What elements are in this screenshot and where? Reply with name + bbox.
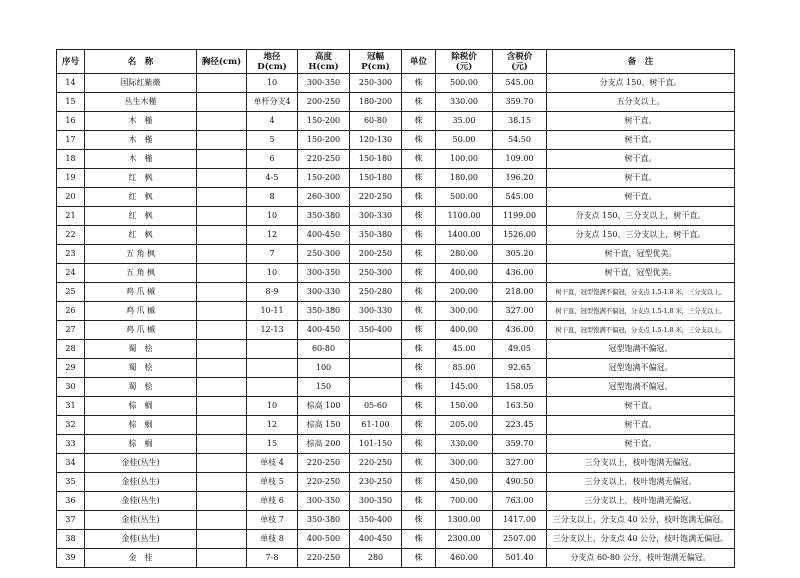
row-seq: 19 xyxy=(57,169,85,188)
row-crown: 61-100 xyxy=(350,416,402,435)
header-seq: 序号 xyxy=(57,50,85,74)
row-tax-price: 1526.00 xyxy=(493,226,547,245)
row-crown: 350-380 xyxy=(350,226,402,245)
row-name: 木 槿 xyxy=(85,131,197,150)
row-pretax-price: 85.00 xyxy=(436,359,493,378)
row-notes: 树干直，冠型优美。 xyxy=(547,264,735,283)
row-ground-diameter: 15 xyxy=(247,435,298,454)
row-tax-price: 2507.00 xyxy=(493,530,547,549)
row-pretax-price: 1300.00 xyxy=(436,511,493,530)
row-notes: 树干直，冠型饱满不偏冠，分支点 1.5-1.8 米，三分支以上。 xyxy=(547,302,735,321)
row-pretax-price: 400.00 xyxy=(436,321,493,340)
row-tax-price: 1199.00 xyxy=(493,207,547,226)
table-row xyxy=(57,397,735,416)
row-seq: 34 xyxy=(57,454,85,473)
row-pretax-price: 35.00 xyxy=(436,112,493,131)
row-crown: 150-180 xyxy=(350,169,402,188)
row-height: 棕高 100 xyxy=(298,397,350,416)
row-crown: 350-400 xyxy=(350,511,402,530)
row-chest xyxy=(197,549,247,568)
row-name: 蜀 桧 xyxy=(85,359,197,378)
table-row xyxy=(57,530,735,549)
row-unit: 株 xyxy=(402,207,436,226)
table-row xyxy=(57,454,735,473)
table-row xyxy=(57,207,735,226)
row-ground-diameter: 10 xyxy=(247,264,298,283)
row-name: 金桂(丛生) xyxy=(85,492,197,511)
row-height: 150-200 xyxy=(298,131,350,150)
row-crown: 400-450 xyxy=(350,530,402,549)
row-ground-diameter: 单杆分支4 xyxy=(247,93,298,112)
table-row xyxy=(57,264,735,283)
row-tax-price: 545.00 xyxy=(493,74,547,93)
row-chest xyxy=(197,302,247,321)
row-height: 400-500 xyxy=(298,530,350,549)
row-tax-price: 501.40 xyxy=(493,549,547,568)
row-unit: 株 xyxy=(402,378,436,397)
table-row xyxy=(57,359,735,378)
row-unit: 株 xyxy=(402,112,436,131)
row-seq: 35 xyxy=(57,473,85,492)
table-row xyxy=(57,302,735,321)
row-tax-price: 158.05 xyxy=(493,378,547,397)
row-seq: 17 xyxy=(57,131,85,150)
row-chest xyxy=(197,74,247,93)
row-seq: 31 xyxy=(57,397,85,416)
row-tax-price: 54.50 xyxy=(493,131,547,150)
row-notes: 树干直。 xyxy=(547,169,735,188)
row-crown: 300-350 xyxy=(350,492,402,511)
row-seq: 15 xyxy=(57,93,85,112)
row-tax-price: 92.65 xyxy=(493,359,547,378)
row-chest xyxy=(197,473,247,492)
row-notes: 三分支以上，枝叶饱满无偏冠。 xyxy=(547,473,735,492)
row-ground-diameter: 4 xyxy=(247,112,298,131)
row-height: 棕高 200 xyxy=(298,435,350,454)
row-pretax-price: 2300.00 xyxy=(436,530,493,549)
row-pretax-price: 100.00 xyxy=(436,150,493,169)
row-unit: 株 xyxy=(402,131,436,150)
row-seq: 38 xyxy=(57,530,85,549)
row-seq: 27 xyxy=(57,321,85,340)
row-tax-price: 49.05 xyxy=(493,340,547,359)
row-tax-price: 1417.00 xyxy=(493,511,547,530)
row-pretax-price: 700.00 xyxy=(436,492,493,511)
header-crown: 冠幅 P(cm) xyxy=(350,50,402,74)
row-pretax-price: 330.00 xyxy=(436,93,493,112)
row-height: 220-250 xyxy=(298,549,350,568)
row-seq: 24 xyxy=(57,264,85,283)
row-chest xyxy=(197,207,247,226)
row-chest xyxy=(197,359,247,378)
row-ground-diameter: 10 xyxy=(247,397,298,416)
row-tax-price: 327.00 xyxy=(493,302,547,321)
row-height: 220-250 xyxy=(298,454,350,473)
row-unit: 株 xyxy=(402,530,436,549)
row-notes: 树干直，冠型优美。 xyxy=(547,245,735,264)
row-chest xyxy=(197,511,247,530)
row-ground-diameter: 单枝 5 xyxy=(247,473,298,492)
row-chest xyxy=(197,378,247,397)
table-row xyxy=(57,549,735,568)
row-notes: 分支点 150、三分支以上，树干直。 xyxy=(547,207,735,226)
row-unit: 株 xyxy=(402,93,436,112)
row-seq: 29 xyxy=(57,359,85,378)
row-unit: 株 xyxy=(402,454,436,473)
row-pretax-price: 300.00 xyxy=(436,302,493,321)
header-notes: 备 注 xyxy=(547,50,735,74)
row-crown: 230-250 xyxy=(350,473,402,492)
row-name: 蜀 桧 xyxy=(85,340,197,359)
row-chest xyxy=(197,530,247,549)
row-name: 鸡 爪 槭 xyxy=(85,321,197,340)
table-row xyxy=(57,321,735,340)
table-row xyxy=(57,245,735,264)
row-ground-diameter: 10 xyxy=(247,74,298,93)
row-chest xyxy=(197,435,247,454)
row-unit: 株 xyxy=(402,264,436,283)
row-notes: 分支点 60-80 公分，枝叶饱满无偏冠。 xyxy=(547,549,735,568)
row-height: 350-380 xyxy=(298,511,350,530)
row-notes: 冠型饱满不偏冠。 xyxy=(547,340,735,359)
table-row xyxy=(57,492,735,511)
row-tax-price: 763.00 xyxy=(493,492,547,511)
row-unit: 株 xyxy=(402,150,436,169)
row-notes: 冠型饱满不偏冠。 xyxy=(547,359,735,378)
row-notes: 三分支以上，分支点 40 公分，枝叶饱满无偏冠。 xyxy=(547,511,735,530)
row-height: 400-450 xyxy=(298,321,350,340)
row-ground-diameter xyxy=(247,340,298,359)
row-crown: 350-400 xyxy=(350,321,402,340)
table-row xyxy=(57,169,735,188)
row-tax-price: 223.45 xyxy=(493,416,547,435)
table-row xyxy=(57,226,735,245)
row-name: 红 枫 xyxy=(85,226,197,245)
row-ground-diameter: 8-9 xyxy=(247,283,298,302)
row-height: 棕高 150 xyxy=(298,416,350,435)
row-name: 木 槿 xyxy=(85,112,197,131)
row-crown: 220-250 xyxy=(350,188,402,207)
row-unit: 株 xyxy=(402,188,436,207)
row-ground-diameter: 6 xyxy=(247,150,298,169)
row-seq: 16 xyxy=(57,112,85,131)
row-tax-price: 545.00 xyxy=(493,188,547,207)
row-height: 150 xyxy=(298,378,350,397)
row-pretax-price: 200.00 xyxy=(436,283,493,302)
row-tax-price: 196.20 xyxy=(493,169,547,188)
row-tax-price: 436.00 xyxy=(493,264,547,283)
row-height: 260-300 xyxy=(298,188,350,207)
row-pretax-price: 400.00 xyxy=(436,264,493,283)
table-row xyxy=(57,188,735,207)
row-ground-diameter: 单枝 4 xyxy=(247,454,298,473)
row-height: 300-350 xyxy=(298,74,350,93)
table-row xyxy=(57,416,735,435)
row-crown: 05-60 xyxy=(350,397,402,416)
row-notes: 三分支以上，枝叶饱满无偏冠。 xyxy=(547,454,735,473)
header-ground: 地径 D(cm) xyxy=(247,50,298,74)
table-row xyxy=(57,511,735,530)
row-unit: 株 xyxy=(402,169,436,188)
row-ground-diameter: 8 xyxy=(247,188,298,207)
row-pretax-price: 45.00 xyxy=(436,340,493,359)
row-chest xyxy=(197,283,247,302)
header-row xyxy=(57,50,735,74)
row-crown: 250-300 xyxy=(350,74,402,93)
row-pretax-price: 50.00 xyxy=(436,131,493,150)
row-height: 220-250 xyxy=(298,473,350,492)
row-ground-diameter: 7-8 xyxy=(247,549,298,568)
row-chest xyxy=(197,150,247,169)
row-pretax-price: 180.00 xyxy=(436,169,493,188)
row-pretax-price: 280.00 xyxy=(436,245,493,264)
row-notes: 树干直。 xyxy=(547,416,735,435)
row-unit: 株 xyxy=(402,245,436,264)
row-ground-diameter: 12 xyxy=(247,416,298,435)
row-chest xyxy=(197,492,247,511)
row-unit: 株 xyxy=(402,321,436,340)
row-crown: 280 xyxy=(350,549,402,568)
row-pretax-price: 460.00 xyxy=(436,549,493,568)
row-tax-price: 305.20 xyxy=(493,245,547,264)
row-notes: 三分支以上，分支点 40 公分，枝叶饱满无偏冠。 xyxy=(547,530,735,549)
row-height: 60-80 xyxy=(298,340,350,359)
row-height: 250-300 xyxy=(298,245,350,264)
row-crown: 200-250 xyxy=(350,245,402,264)
row-seq: 36 xyxy=(57,492,85,511)
row-pretax-price: 330.00 xyxy=(436,435,493,454)
row-crown xyxy=(350,359,402,378)
row-chest xyxy=(197,169,247,188)
row-name: 五 角 枫 xyxy=(85,245,197,264)
row-tax-price: 436.00 xyxy=(493,321,547,340)
row-crown: 300-330 xyxy=(350,207,402,226)
row-crown: 120-130 xyxy=(350,131,402,150)
row-seq: 32 xyxy=(57,416,85,435)
header-height: 高度 H(cm) xyxy=(298,50,350,74)
row-tax-price: 218.00 xyxy=(493,283,547,302)
row-height: 150-200 xyxy=(298,112,350,131)
row-unit: 株 xyxy=(402,359,436,378)
row-chest xyxy=(197,416,247,435)
row-tax-price: 163.50 xyxy=(493,397,547,416)
row-crown: 300-330 xyxy=(350,302,402,321)
row-name: 金 桂 xyxy=(85,549,197,568)
row-seq: 33 xyxy=(57,435,85,454)
header-pretax: 除税价 (元) xyxy=(436,50,493,74)
row-seq: 20 xyxy=(57,188,85,207)
row-ground-diameter: 4-5 xyxy=(247,169,298,188)
row-unit: 株 xyxy=(402,435,436,454)
row-chest xyxy=(197,93,247,112)
row-name: 五 角 枫 xyxy=(85,264,197,283)
table-row xyxy=(57,378,735,397)
row-unit: 株 xyxy=(402,549,436,568)
row-height: 150-200 xyxy=(298,169,350,188)
row-name: 棕 榈 xyxy=(85,397,197,416)
row-chest xyxy=(197,397,247,416)
header-chest: 胸径(cm) xyxy=(197,50,247,74)
row-ground-diameter: 10 xyxy=(247,207,298,226)
row-height: 300-350 xyxy=(298,492,350,511)
row-notes: 树干直。 xyxy=(547,397,735,416)
row-ground-diameter: 10-11 xyxy=(247,302,298,321)
table-row xyxy=(57,283,735,302)
row-name: 蜀 桧 xyxy=(85,378,197,397)
row-name: 红 枫 xyxy=(85,188,197,207)
row-seq: 30 xyxy=(57,378,85,397)
row-pretax-price: 205.00 xyxy=(436,416,493,435)
row-ground-diameter: 5 xyxy=(247,131,298,150)
row-unit: 株 xyxy=(402,283,436,302)
row-notes: 树干直。 xyxy=(547,435,735,454)
row-chest xyxy=(197,112,247,131)
row-pretax-price: 150.00 xyxy=(436,397,493,416)
row-notes: 树干直，冠型饱满不偏冠，分支点 1.5-1.8 米，三分支以上。 xyxy=(547,283,735,302)
row-name: 木 槿 xyxy=(85,150,197,169)
header-unit: 单位 xyxy=(402,50,436,74)
row-name: 金桂(丛生) xyxy=(85,511,197,530)
row-seq: 39 xyxy=(57,549,85,568)
table-row xyxy=(57,112,735,131)
row-pretax-price: 1400.00 xyxy=(436,226,493,245)
row-ground-diameter: 单枝 8 xyxy=(247,530,298,549)
table-row xyxy=(57,131,735,150)
row-height: 300-350 xyxy=(298,264,350,283)
row-crown: 150-180 xyxy=(350,150,402,169)
row-seq: 26 xyxy=(57,302,85,321)
row-chest xyxy=(197,340,247,359)
row-seq: 23 xyxy=(57,245,85,264)
row-notes: 分支点 150、树干直。 xyxy=(547,74,735,93)
row-unit: 株 xyxy=(402,397,436,416)
row-ground-diameter: 12 xyxy=(247,226,298,245)
row-pretax-price: 300.00 xyxy=(436,454,493,473)
row-crown: 101-150 xyxy=(350,435,402,454)
row-name: 红 枫 xyxy=(85,169,197,188)
row-notes: 冠型饱满不偏冠。 xyxy=(547,378,735,397)
row-name: 金桂(丛生) xyxy=(85,454,197,473)
row-chest xyxy=(197,321,247,340)
row-tax-price: 38.15 xyxy=(493,112,547,131)
row-name: 棕 榈 xyxy=(85,435,197,454)
row-pretax-price: 450.00 xyxy=(436,473,493,492)
row-pretax-price: 500.00 xyxy=(436,188,493,207)
row-ground-diameter: 12-13 xyxy=(247,321,298,340)
table-row xyxy=(57,93,735,112)
row-crown: 60-80 xyxy=(350,112,402,131)
row-height: 400-450 xyxy=(298,226,350,245)
row-pretax-price: 145.00 xyxy=(436,378,493,397)
row-height: 100 xyxy=(298,359,350,378)
row-name: 棕 榈 xyxy=(85,416,197,435)
table-row xyxy=(57,340,735,359)
row-unit: 株 xyxy=(402,473,436,492)
row-notes: 三分支以上，枝叶饱满无偏冠。 xyxy=(547,492,735,511)
header-name: 名 称 xyxy=(85,50,197,74)
row-name: 丛生木槿 xyxy=(85,93,197,112)
row-name: 国际红紫薇 xyxy=(85,74,197,93)
row-seq: 25 xyxy=(57,283,85,302)
header-tax: 含税价 (元) xyxy=(493,50,547,74)
row-unit: 株 xyxy=(402,74,436,93)
row-crown: 180-200 xyxy=(350,93,402,112)
row-ground-diameter xyxy=(247,359,298,378)
row-chest xyxy=(197,188,247,207)
row-unit: 株 xyxy=(402,511,436,530)
row-pretax-price: 1100.00 xyxy=(436,207,493,226)
row-unit: 株 xyxy=(402,492,436,511)
row-chest xyxy=(197,454,247,473)
row-name: 金桂(丛生) xyxy=(85,530,197,549)
row-crown xyxy=(350,378,402,397)
row-seq: 28 xyxy=(57,340,85,359)
row-seq: 22 xyxy=(57,226,85,245)
row-notes: 树干直。 xyxy=(547,150,735,169)
row-height: 220-250 xyxy=(298,150,350,169)
table-row xyxy=(57,74,735,93)
row-seq: 37 xyxy=(57,511,85,530)
table-row xyxy=(57,473,735,492)
row-pretax-price: 500.00 xyxy=(436,74,493,93)
table-row xyxy=(57,435,735,454)
row-height: 350-380 xyxy=(298,302,350,321)
row-notes: 树干直，冠型饱满不偏冠，分支点 1.5-1.8 米，三分支以上。 xyxy=(547,321,735,340)
row-ground-diameter: 单枝 6 xyxy=(247,492,298,511)
row-notes: 树干直。 xyxy=(547,188,735,207)
row-name: 红 枫 xyxy=(85,207,197,226)
price-table xyxy=(56,49,735,568)
row-crown: 250-280 xyxy=(350,283,402,302)
row-height: 200-250 xyxy=(298,93,350,112)
row-chest xyxy=(197,245,247,264)
row-name: 金桂(丛生) xyxy=(85,473,197,492)
row-crown xyxy=(350,340,402,359)
row-notes: 分支点 150、三分支以上，树干直。 xyxy=(547,226,735,245)
row-name: 鸡 爪 槭 xyxy=(85,283,197,302)
row-notes: 五分支以上。 xyxy=(547,93,735,112)
row-height: 300-330 xyxy=(298,283,350,302)
row-chest xyxy=(197,226,247,245)
row-tax-price: 490.50 xyxy=(493,473,547,492)
row-unit: 株 xyxy=(402,302,436,321)
row-chest xyxy=(197,264,247,283)
row-crown: 250-300 xyxy=(350,264,402,283)
row-notes: 树干直。 xyxy=(547,131,735,150)
row-unit: 株 xyxy=(402,340,436,359)
row-notes: 树干直。 xyxy=(547,112,735,131)
row-seq: 14 xyxy=(57,74,85,93)
row-tax-price: 327.00 xyxy=(493,454,547,473)
row-tax-price: 359.70 xyxy=(493,93,547,112)
row-seq: 21 xyxy=(57,207,85,226)
row-ground-diameter: 单枝 7 xyxy=(247,511,298,530)
row-ground-diameter xyxy=(247,378,298,397)
row-name: 鸡 爪 槭 xyxy=(85,302,197,321)
row-chest xyxy=(197,131,247,150)
table-row xyxy=(57,150,735,169)
row-seq: 18 xyxy=(57,150,85,169)
row-tax-price: 359.70 xyxy=(493,435,547,454)
row-ground-diameter: 7 xyxy=(247,245,298,264)
row-unit: 株 xyxy=(402,416,436,435)
row-height: 350-380 xyxy=(298,207,350,226)
row-unit: 株 xyxy=(402,226,436,245)
row-tax-price: 109.00 xyxy=(493,150,547,169)
row-crown: 220-250 xyxy=(350,454,402,473)
